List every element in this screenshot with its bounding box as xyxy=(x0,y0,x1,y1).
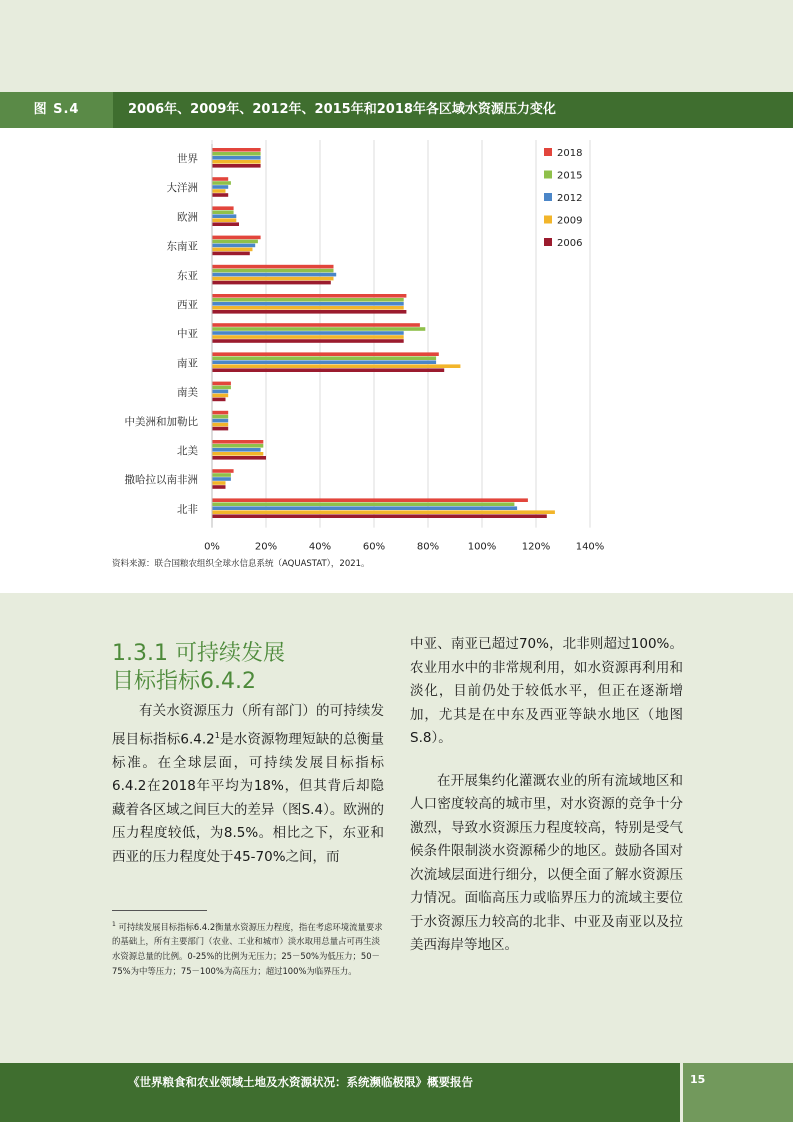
bar xyxy=(212,390,228,394)
bar xyxy=(212,214,236,218)
page-number-box xyxy=(683,1063,793,1122)
bar xyxy=(212,440,263,444)
figure-title: 2006年、2009年、2012年、2015年和2018年各区域水资源压力变化 xyxy=(128,102,556,117)
x-tick-label: 40% xyxy=(308,541,332,553)
bar xyxy=(212,386,231,390)
bar xyxy=(212,352,439,356)
bar xyxy=(212,222,239,226)
footnote-divider xyxy=(112,910,207,911)
bar xyxy=(212,510,555,514)
category-label: 东南亚 xyxy=(166,240,198,253)
bar xyxy=(212,331,404,335)
bar xyxy=(212,206,234,210)
footnote-marker: 1 xyxy=(112,921,116,928)
x-tick-label: 20% xyxy=(254,541,278,553)
bar xyxy=(212,189,226,193)
x-tick-label: 140% xyxy=(575,541,605,553)
legend-label: 2012 xyxy=(557,193,583,204)
bar xyxy=(212,210,234,214)
bar xyxy=(212,164,261,168)
legend-swatch xyxy=(544,148,552,156)
footer-bar xyxy=(0,1063,680,1122)
bar xyxy=(212,502,514,506)
bar xyxy=(212,236,261,240)
bar xyxy=(212,152,261,156)
chart-area xyxy=(0,128,793,593)
legend-label: 2015 xyxy=(557,170,583,182)
bar xyxy=(212,323,420,327)
bar xyxy=(212,193,228,197)
section-title-line2: 目标指标6.4.2 xyxy=(112,669,256,694)
x-tick-label: 80% xyxy=(416,541,440,553)
x-tick-label: 120% xyxy=(521,541,551,553)
category-label: 欧洲 xyxy=(177,211,198,224)
section-title xyxy=(112,640,392,696)
x-tick-label: 100% xyxy=(467,541,497,553)
category-label: 世界 xyxy=(177,153,198,165)
legend-swatch xyxy=(544,193,552,201)
bar xyxy=(212,302,404,306)
category-label: 东亚 xyxy=(177,269,198,282)
bar xyxy=(212,339,404,343)
bar xyxy=(212,498,528,502)
bar xyxy=(212,485,226,489)
legend-swatch xyxy=(544,216,552,224)
bar xyxy=(212,177,228,181)
figure-source: 资料来源：联合国粮农组织全球水信息系统（AQUASTAT），2021。 xyxy=(112,559,370,569)
legend-label: 2006 xyxy=(557,238,583,249)
bar xyxy=(212,160,261,164)
bar xyxy=(212,265,334,269)
bar xyxy=(212,244,255,248)
left-paragraph xyxy=(112,700,384,869)
left-paragraph-text-b: 是水资源物理短缺的总衡量标准。在全球层面，可持续发展目标指标6.4.2在2018年平均为18%，但其背后却隐藏着各区域之间巨大的差异（图S.4）。欧洲的压力程度较低，为8.5%。相比之下，东亚和西亚的压力程度处于45-70%之间，而 xyxy=(112,731,384,865)
bar xyxy=(212,382,231,386)
category-label: 中亚 xyxy=(177,328,198,341)
footnote-ref: 1 xyxy=(214,730,220,740)
bar xyxy=(212,398,226,402)
bar xyxy=(212,269,334,273)
bar xyxy=(212,356,436,360)
right-paragraph-1: 中亚、南亚已超过70%，北非则超过100%。农业用水中的非常规利用，如水资源再利用和淡化，目前仍处于较低水平，但正在逐渐增加，尤其是在中东及西亚等缺水地区（地图 S.8）。 xyxy=(410,636,683,746)
category-label: 西亚 xyxy=(177,299,198,311)
category-label: 撒哈拉以南非洲 xyxy=(124,474,198,487)
legend-swatch xyxy=(544,238,552,246)
bar xyxy=(212,294,406,298)
bar xyxy=(212,469,234,473)
bar xyxy=(212,364,460,368)
bar xyxy=(212,427,228,431)
bar xyxy=(212,423,228,427)
page-number: 15 xyxy=(690,1073,706,1086)
category-label: 南美 xyxy=(177,386,198,399)
bar xyxy=(212,240,258,244)
bar xyxy=(212,273,336,277)
bar xyxy=(212,181,231,185)
category-label: 大洋洲 xyxy=(166,182,198,195)
legend-swatch xyxy=(544,171,552,179)
bar xyxy=(212,327,425,331)
bar xyxy=(212,477,231,481)
bar xyxy=(212,506,517,510)
bar xyxy=(212,252,250,256)
bar xyxy=(212,360,436,364)
category-label: 北非 xyxy=(177,503,198,516)
bar xyxy=(212,368,444,372)
legend-label: 2009 xyxy=(557,215,583,227)
bar xyxy=(212,156,261,160)
bar xyxy=(212,248,253,252)
bar xyxy=(212,335,404,339)
water-stress-bar-chart xyxy=(0,128,793,593)
legend-label: 2018 xyxy=(557,148,583,159)
bar xyxy=(212,394,228,398)
category-label: 南亚 xyxy=(177,357,198,370)
bar xyxy=(212,481,226,485)
bar xyxy=(212,444,263,448)
bar xyxy=(212,218,236,222)
footnote xyxy=(112,918,387,978)
bar xyxy=(212,298,404,302)
bar xyxy=(212,148,261,152)
left-column xyxy=(112,700,384,869)
bar xyxy=(212,411,228,415)
section-title-line1: 1.3.1 可持续发展 xyxy=(112,641,285,666)
bar xyxy=(212,310,406,314)
bar xyxy=(212,277,334,281)
bar xyxy=(212,456,266,460)
bar xyxy=(212,514,547,518)
right-column xyxy=(410,633,683,958)
bar xyxy=(212,415,228,419)
left-paragraph-text-a: 有关水资源压力（所有部门）的可持续发展目标指标6.4.2 xyxy=(112,703,384,747)
bar xyxy=(212,448,261,452)
x-tick-label: 60% xyxy=(362,541,386,553)
top-band xyxy=(0,0,793,92)
bar xyxy=(212,185,228,189)
bar xyxy=(212,473,231,477)
bar xyxy=(212,452,263,456)
figure-header xyxy=(0,92,793,128)
bar xyxy=(212,419,228,423)
bar xyxy=(212,306,404,310)
footer-title: 《世界粮食和农业领域土地及水资源状况：系统濒临极限》概要报告 xyxy=(128,1075,473,1089)
x-tick-label: 0% xyxy=(204,541,220,553)
category-label: 北美 xyxy=(177,445,198,457)
right-paragraph-2: 在开展集约化灌溉农业的所有流域地区和人口密度较高的城市里，对水资源的竞争十分激烈，导致水资源压力程度较高，特别是受气候条件限制淡水资源稀少的地区。鼓励各国对次流域层面进行细分，以便全面了解水资源压力情况。面临高压力或临界压力的流域主要位于水资源压力较高的北非、中亚及南亚以及拉美西海岸等地区。 xyxy=(410,772,683,953)
figure-label: 图 S.4 xyxy=(0,92,113,128)
category-label: 中美洲和加勒比 xyxy=(124,415,198,428)
bar xyxy=(212,281,331,285)
footnote-text: 可持续发展目标指标6.4.2衡量水资源压力程度，指在考虑环境流量要求的基础上，所有主要部门（农业、工业和城市）淡水取用总量占可再生淡水资源总量的比例。0-25%的比例为无压力；25－50%为低压力；50－75%为中等压力；75－100%为高压力；超过100%为临界压力。 xyxy=(112,921,383,976)
